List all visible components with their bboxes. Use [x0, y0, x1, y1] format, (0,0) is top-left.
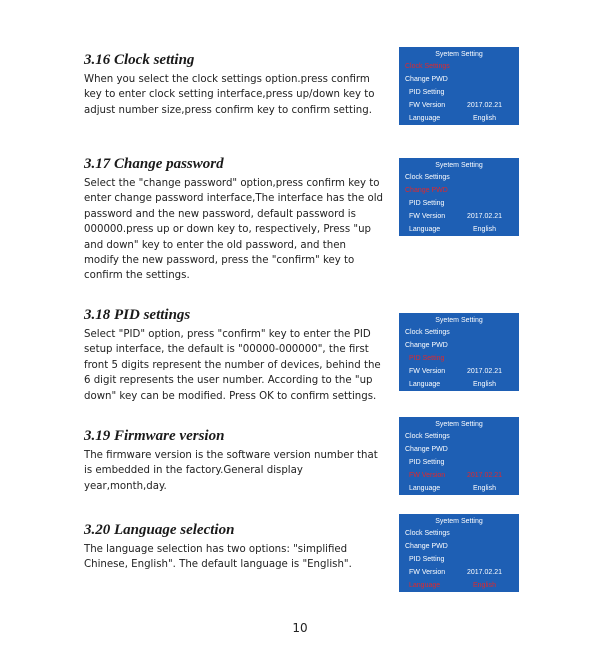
section-firmware-version [84, 428, 384, 494]
menu-item-clock-settings: Clock Settings [405, 329, 450, 336]
section-clock-setting [84, 52, 384, 118]
menu-item-fw-version [399, 566, 519, 579]
menu-item-label: FW Version [409, 102, 446, 109]
menu-item-pid-setting: PID Setting [409, 355, 445, 362]
menu-title: Syetem Setting [435, 421, 483, 428]
menu-item-label: Language [409, 582, 441, 589]
language-value: English [473, 226, 496, 233]
menu-item-fw-version [399, 469, 519, 482]
fw-version-value: 2017.02.21 [467, 102, 503, 109]
menu-item-language [399, 112, 519, 125]
menu-screen-change-password [399, 158, 519, 236]
section-language-selection [84, 522, 384, 573]
menu-item-pid-setting: PID Setting [409, 89, 445, 96]
menu-screen-clock [399, 47, 519, 125]
section-heading: 3.20 Language selection [84, 522, 235, 538]
menu-item-label: FW Version [409, 213, 446, 220]
menu-item-label: FW Version [409, 569, 446, 576]
menu-item-label: Language [409, 226, 441, 233]
section-body: The firmware version is the software version number that is embedded in the factory.General display year,month,day. [84, 450, 378, 492]
section-heading: 3.16 Clock setting [84, 52, 195, 68]
section-heading: 3.19 Firmware version [84, 428, 225, 444]
menu-item-language [399, 378, 519, 391]
menu-item-change-pwd: Change PWD [405, 446, 448, 453]
menu-item-change-pwd: Change PWD [405, 342, 448, 349]
page-number: 10 [292, 621, 308, 635]
section-heading: 3.17 Change password [84, 156, 224, 172]
language-value: English [473, 582, 496, 589]
fw-version-value: 2017.02.21 [467, 213, 503, 220]
menu-screen-language [399, 514, 519, 592]
language-value: English [473, 485, 496, 492]
section-pid-settings [84, 307, 384, 404]
menu-title: Syetem Setting [435, 317, 483, 324]
section-body: Select "PID" option, press "confirm" key to enter the PID setup interface, the default is "00000-000000", the first front 5 digits represent the number of devices, behind the 6 digit represents the user number. According to the "up down" key can be modified. Press OK to confirm settings. [84, 329, 381, 402]
menu-item-clock-settings: Clock Settings [405, 433, 450, 440]
menu-item-clock-settings: Clock Settings [405, 63, 450, 70]
menu-item-label: Language [409, 485, 441, 492]
language-value: English [473, 115, 496, 122]
menu-item-pid-setting: PID Setting [409, 556, 445, 563]
section-body: The language selection has two options: "simplified Chinese, English". The default language is "English". [84, 544, 352, 571]
menu-item-fw-version [399, 99, 519, 112]
menu-item-label: Language [409, 381, 441, 388]
menu-item-label: FW Version [409, 472, 446, 479]
section-change-password [84, 156, 384, 284]
menu-item-fw-version [399, 365, 519, 378]
menu-title: Syetem Setting [435, 518, 483, 525]
menu-screen-pid [399, 313, 519, 391]
menu-screen-firmware [399, 417, 519, 495]
menu-item-language [399, 579, 519, 592]
menu-item-language [399, 482, 519, 495]
menu-item-clock-settings: Clock Settings [405, 530, 450, 537]
menu-item-clock-settings: Clock Settings [405, 174, 450, 181]
menu-item-pid-setting: PID Setting [409, 200, 445, 207]
menu-item-change-pwd: Change PWD [405, 187, 448, 194]
section-heading: 3.18 PID settings [84, 307, 191, 323]
menu-title: Syetem Setting [435, 162, 483, 169]
menu-item-fw-version [399, 210, 519, 223]
fw-version-value: 2017.02.21 [467, 368, 503, 375]
menu-item-language [399, 223, 519, 236]
menu-item-change-pwd: Change PWD [405, 76, 448, 83]
fw-version-value: 2017.02.21 [467, 472, 503, 479]
menu-item-pid-setting: PID Setting [409, 459, 445, 466]
menu-item-label: FW Version [409, 368, 446, 375]
menu-item-label: Language [409, 115, 441, 122]
language-value: English [473, 381, 496, 388]
menu-item-change-pwd: Change PWD [405, 543, 448, 550]
menu-title: Syetem Setting [435, 51, 483, 58]
section-body: Select the "change password" option,press confirm key to enter change password interface,The interface has the old password and the new password, default password is 000000.press up or down key to, respectively, Press "up and down" key to enter the old password, and then modify the new password, press the "confirm" key to confirm the settings. [84, 178, 384, 282]
fw-version-value: 2017.02.21 [467, 569, 503, 576]
section-body: When you select the clock settings option.press confirm key to enter clock setting interface,press up/down key to adjust number size,press confirm key to confirm setting. [84, 74, 375, 116]
